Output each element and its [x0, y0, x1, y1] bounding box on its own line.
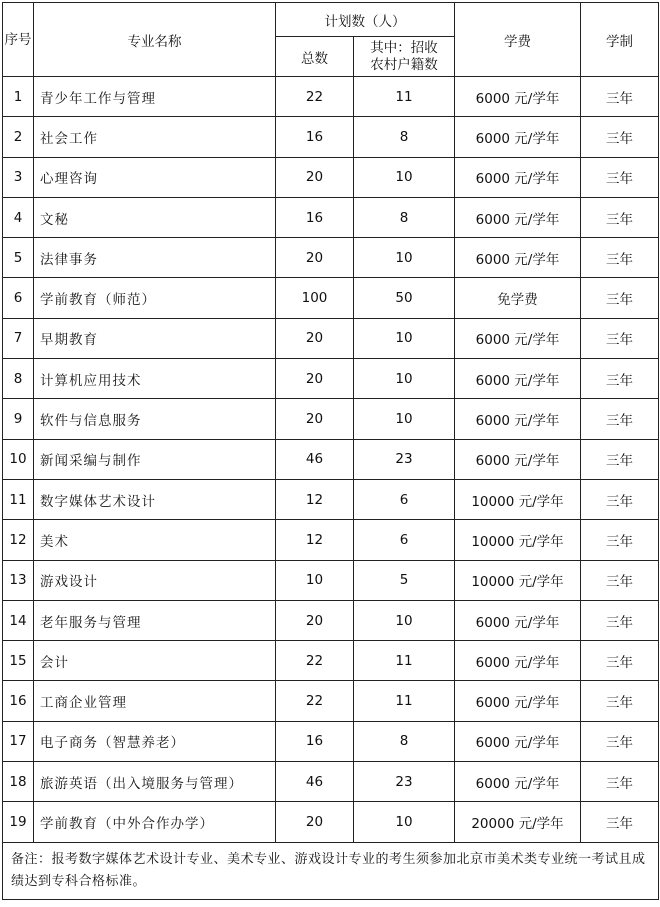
row-name: 老年服务与管理	[34, 600, 276, 640]
row-no: 10	[3, 439, 34, 479]
row-fee: 6000 元/学年	[455, 238, 581, 278]
row-name: 文秘	[34, 197, 276, 237]
table-row	[3, 560, 659, 600]
row-total: 20	[276, 399, 354, 439]
row-fee: 6000 元/学年	[455, 77, 581, 117]
row-years: 三年	[581, 520, 659, 560]
row-name: 早期教育	[34, 318, 276, 358]
row-years: 三年	[581, 117, 659, 157]
row-fee: 6000 元/学年	[455, 117, 581, 157]
row-fee: 6000 元/学年	[455, 681, 581, 721]
row-name: 数字媒体艺术设计	[34, 479, 276, 519]
row-rural: 8	[354, 721, 455, 761]
row-no: 13	[3, 560, 34, 600]
row-years: 三年	[581, 318, 659, 358]
row-years: 三年	[581, 479, 659, 519]
row-name: 社会工作	[34, 117, 276, 157]
row-rural: 6	[354, 520, 455, 560]
header-no	[3, 3, 34, 77]
row-total: 46	[276, 762, 354, 802]
row-no: 15	[3, 641, 34, 681]
row-name: 学前教育（师范）	[34, 278, 276, 318]
row-rural: 23	[354, 762, 455, 802]
row-total: 12	[276, 479, 354, 519]
row-rural: 50	[354, 278, 455, 318]
row-no: 8	[3, 359, 34, 399]
row-rural: 11	[354, 681, 455, 721]
row-total: 20	[276, 318, 354, 358]
table-row	[3, 238, 659, 278]
row-no: 5	[3, 238, 34, 278]
row-no: 19	[3, 802, 34, 842]
row-name: 法律事务	[34, 238, 276, 278]
header-rural-line1: 其中：招收	[370, 39, 438, 56]
table-row	[3, 197, 659, 237]
table-row	[3, 359, 659, 399]
row-name: 学前教育（中外合作办学）	[34, 802, 276, 842]
header-years-label: 学制	[606, 33, 633, 50]
row-total: 16	[276, 721, 354, 761]
row-total: 16	[276, 197, 354, 237]
row-total: 12	[276, 520, 354, 560]
row-no: 16	[3, 681, 34, 721]
row-years: 三年	[581, 721, 659, 761]
row-total: 20	[276, 238, 354, 278]
table-row	[3, 157, 659, 197]
row-fee: 6000 元/学年	[455, 641, 581, 681]
row-years: 三年	[581, 359, 659, 399]
row-rural: 10	[354, 157, 455, 197]
table-row	[3, 278, 659, 318]
row-fee: 10000 元/学年	[455, 520, 581, 560]
row-fee: 6000 元/学年	[455, 600, 581, 640]
row-rural: 10	[354, 238, 455, 278]
header-total-label: 总数	[301, 50, 328, 67]
row-years: 三年	[581, 238, 659, 278]
row-fee: 10000 元/学年	[455, 479, 581, 519]
row-total: 16	[276, 117, 354, 157]
row-no: 17	[3, 721, 34, 761]
row-name: 电子商务（智慧养老）	[34, 721, 276, 761]
row-no: 7	[3, 318, 34, 358]
table-row	[3, 681, 659, 721]
row-fee: 免学费	[455, 278, 581, 318]
row-rural: 10	[354, 802, 455, 842]
row-fee: 6000 元/学年	[455, 439, 581, 479]
row-name: 会计	[34, 641, 276, 681]
table-row	[3, 802, 659, 842]
row-no: 2	[3, 117, 34, 157]
row-years: 三年	[581, 802, 659, 842]
row-rural: 6	[354, 479, 455, 519]
table-row	[3, 641, 659, 681]
table-row	[3, 520, 659, 560]
row-total: 20	[276, 359, 354, 399]
header-name	[34, 3, 276, 77]
row-total: 22	[276, 681, 354, 721]
table-row	[3, 439, 659, 479]
row-no: 12	[3, 520, 34, 560]
row-rural: 23	[354, 439, 455, 479]
table-row	[3, 399, 659, 439]
row-name: 旅游英语（出入境服务与管理）	[34, 762, 276, 802]
row-name: 心理咨询	[34, 157, 276, 197]
table-row	[3, 117, 659, 157]
row-fee: 6000 元/学年	[455, 359, 581, 399]
header-rural-line2: 农村户籍数	[370, 56, 438, 73]
enrollment-plan-table	[2, 2, 659, 900]
table-row	[3, 762, 659, 802]
header-name-label: 专业名称	[127, 33, 182, 50]
row-name: 青少年工作与管理	[34, 77, 276, 117]
row-total: 22	[276, 641, 354, 681]
header-row-1	[3, 3, 659, 37]
row-fee: 6000 元/学年	[455, 721, 581, 761]
row-fee: 20000 元/学年	[455, 802, 581, 842]
header-years	[581, 3, 659, 77]
row-fee: 6000 元/学年	[455, 318, 581, 358]
row-years: 三年	[581, 641, 659, 681]
row-name: 新闻采编与制作	[34, 439, 276, 479]
row-name: 美术	[34, 520, 276, 560]
row-rural: 10	[354, 359, 455, 399]
row-no: 1	[3, 77, 34, 117]
row-rural: 8	[354, 117, 455, 157]
row-no: 9	[3, 399, 34, 439]
row-name: 工商企业管理	[34, 681, 276, 721]
note-row	[3, 842, 659, 899]
table-body	[3, 77, 659, 843]
row-no: 4	[3, 197, 34, 237]
row-total: 100	[276, 278, 354, 318]
row-rural: 10	[354, 600, 455, 640]
row-years: 三年	[581, 560, 659, 600]
row-rural: 10	[354, 318, 455, 358]
header-no-label: 序号	[4, 31, 32, 48]
row-years: 三年	[581, 762, 659, 802]
row-no: 18	[3, 762, 34, 802]
table-row	[3, 77, 659, 117]
row-years: 三年	[581, 77, 659, 117]
header-plan	[276, 3, 455, 37]
row-no: 6	[3, 278, 34, 318]
table-row	[3, 721, 659, 761]
header-plan-label: 计划数（人）	[324, 13, 406, 30]
row-fee: 6000 元/学年	[455, 157, 581, 197]
row-total: 20	[276, 600, 354, 640]
header-fee	[455, 3, 581, 77]
header-rural	[354, 37, 455, 77]
row-name: 计算机应用技术	[34, 359, 276, 399]
row-no: 3	[3, 157, 34, 197]
header-total	[276, 37, 354, 77]
row-rural: 10	[354, 399, 455, 439]
row-rural: 8	[354, 197, 455, 237]
note-text: 备注：报考数字媒体艺术设计专业、美术专业、游戏设计专业的考生须参加北京市美术类专业统一考试且成绩达到专科合格标准。	[3, 842, 659, 899]
row-fee: 6000 元/学年	[455, 399, 581, 439]
table-row	[3, 318, 659, 358]
row-years: 三年	[581, 278, 659, 318]
row-total: 20	[276, 802, 354, 842]
row-fee: 6000 元/学年	[455, 197, 581, 237]
row-years: 三年	[581, 681, 659, 721]
row-no: 11	[3, 479, 34, 519]
row-no: 14	[3, 600, 34, 640]
row-years: 三年	[581, 600, 659, 640]
row-years: 三年	[581, 157, 659, 197]
row-rural: 11	[354, 77, 455, 117]
row-total: 22	[276, 77, 354, 117]
row-years: 三年	[581, 197, 659, 237]
row-total: 20	[276, 157, 354, 197]
row-total: 10	[276, 560, 354, 600]
table-row	[3, 479, 659, 519]
row-fee: 6000 元/学年	[455, 762, 581, 802]
table-row	[3, 600, 659, 640]
row-years: 三年	[581, 439, 659, 479]
row-total: 46	[276, 439, 354, 479]
row-name: 游戏设计	[34, 560, 276, 600]
row-rural: 5	[354, 560, 455, 600]
row-name: 软件与信息服务	[34, 399, 276, 439]
header-fee-label: 学费	[504, 33, 531, 50]
row-rural: 11	[354, 641, 455, 681]
row-fee: 10000 元/学年	[455, 560, 581, 600]
row-years: 三年	[581, 399, 659, 439]
